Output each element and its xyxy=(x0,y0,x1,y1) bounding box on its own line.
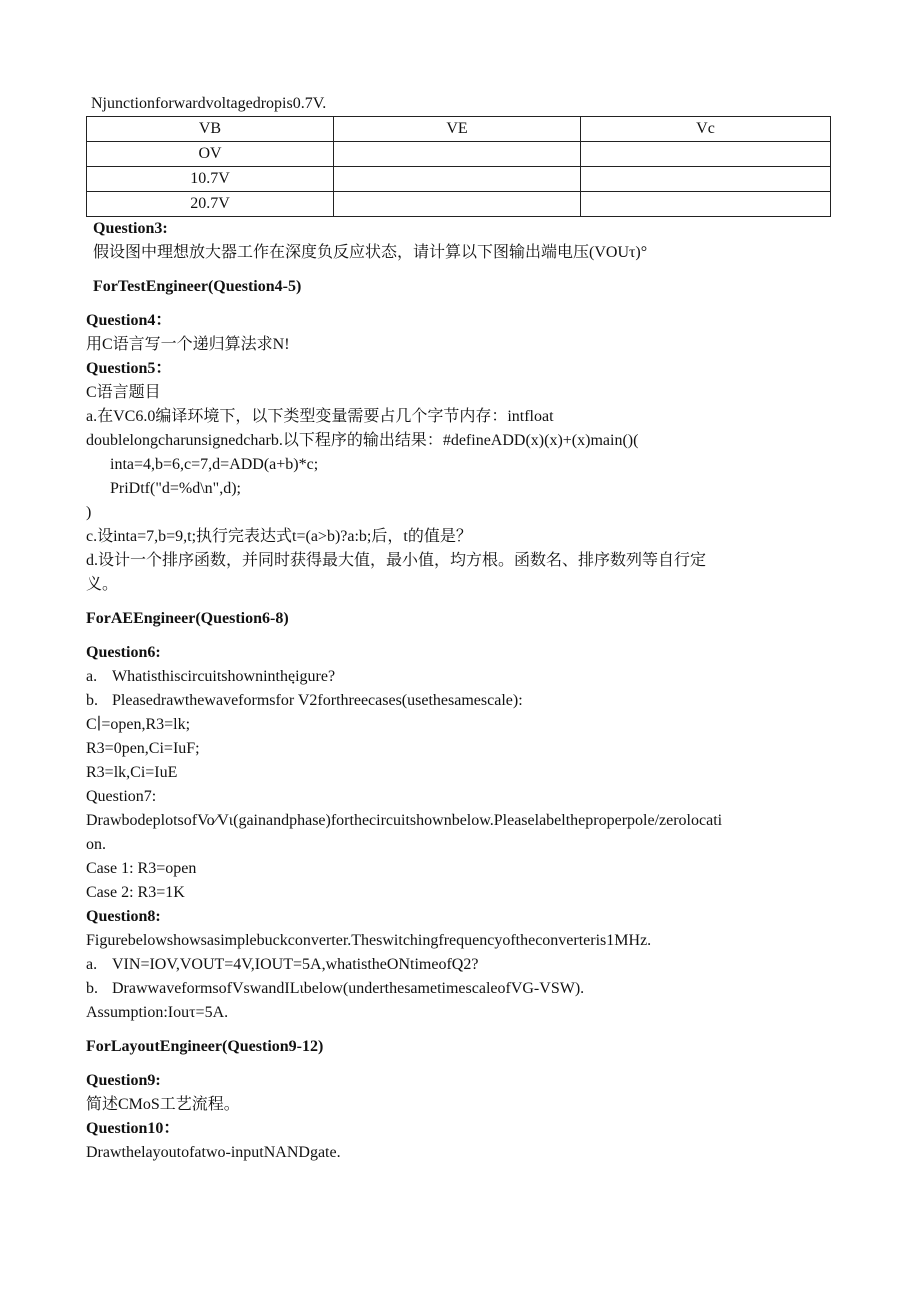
header-vb: VB xyxy=(87,117,334,142)
table-cell xyxy=(581,142,831,167)
q6-case3: R3=lk,Ci=IuE xyxy=(86,764,178,781)
q3-text: 假设图中理想放大器工作在深度负反应状态，请计算以下图输出端电压(VOUτ)° xyxy=(93,244,648,261)
table-cell xyxy=(334,142,581,167)
q6-title: Question6: xyxy=(86,644,161,661)
q8-assumption: Assumption:Iouτ=5A. xyxy=(86,1004,229,1021)
table-cell xyxy=(334,167,581,192)
q5-c-text: c.设inta=7,b=9,t;执行完表达式t=(a>b)?a:b;后，t的值是？ xyxy=(86,528,472,545)
q6-a xyxy=(86,665,846,689)
q5-code-line1: inta=4,b=6,c=7,d=ADD(a+b)*c; xyxy=(110,456,319,473)
q8-b-label: b. xyxy=(86,980,98,997)
q8-title: Question8: xyxy=(86,908,161,925)
q7-text-line2: on. xyxy=(86,836,106,853)
table-cell: 10.7V xyxy=(87,167,334,192)
q4-title: Question4： xyxy=(86,312,172,329)
q6-case1: C∣=open,R3=lk; xyxy=(86,716,191,733)
q5-code-line2: PriDtf("d=%d\n",d); xyxy=(110,480,241,497)
q6-a-text: Whatisthiscircuitshownintheฺigure? xyxy=(112,668,336,685)
voltage-table xyxy=(86,116,831,217)
q5-a-line1: a.在VC6.0编译环境下，以下类型变量需要占几个字节内存：intfloat xyxy=(86,408,554,425)
q7-text-line1: DrawbodeplotsofVo∕Vι(gainandphase)forthecircuitshownbelow.Pleaselabeltheproperpole/zerolocati xyxy=(86,812,723,829)
header-ve: VE xyxy=(334,117,581,142)
table-row xyxy=(87,192,831,217)
intro-text: Njunctionforwardvoltagedropis0.7V. xyxy=(91,95,327,112)
header-vc: Vc xyxy=(581,117,831,142)
q3-title: Question3: xyxy=(93,220,168,237)
q8-text: Figurebelowshowsasimplebuckconverter.Theswitchingfrequencyoftheconverteris1MHz. xyxy=(86,932,652,949)
q5-subtitle: C语言题目 xyxy=(86,384,161,401)
table-cell xyxy=(334,192,581,217)
q5-d-line1: d.设计一个排序函数，并同时获得最大值，最小值，均方根。函数名、排序数列等自行定 xyxy=(86,552,707,569)
q8-a-text: VIN=IOV,VOUT=4V,IOUT=5A,whatistheONtimeofQ2? xyxy=(112,956,479,973)
table-row xyxy=(87,167,831,192)
q5-title: Question5： xyxy=(86,360,172,377)
q9-title: Question9: xyxy=(86,1072,161,1089)
q9-text: 简述CMoS工艺流程。 xyxy=(86,1096,240,1113)
q6-a-label: a. xyxy=(86,668,98,685)
table-cell: 20.7V xyxy=(87,192,334,217)
q6-b xyxy=(86,689,846,713)
section-ae-engineer: ForAEEngineer(Question6-8) xyxy=(86,610,289,627)
q6-b-text: Pleasedrawthewaveformsfor V2forthreecases(usethesamescale): xyxy=(112,692,523,709)
q8-b-text: DrawwaveformsofVswandILιbelow(underthesametimescaleofVG-VSW). xyxy=(112,980,585,997)
q5-code-close: ) xyxy=(86,504,92,521)
section-test-engineer: ForTestEngineer(Question4-5) xyxy=(93,278,302,295)
q10-text: Drawthelayoutofatwo-inputNANDgate. xyxy=(86,1144,341,1161)
table-cell xyxy=(581,167,831,192)
q8-a xyxy=(86,953,846,977)
q7-case2: Case 2: R3=1K xyxy=(86,884,185,901)
section-layout-engineer: ForLayoutEngineer(Question9-12) xyxy=(86,1038,324,1055)
q5-d-line2: 义。 xyxy=(86,576,119,593)
q10-title: Question10： xyxy=(86,1120,180,1137)
q7-case1: Case 1: R3=open xyxy=(86,860,197,877)
table-row xyxy=(87,142,831,167)
table-cell xyxy=(581,192,831,217)
document-page xyxy=(86,92,846,1165)
q5-a-line2: doublelongcharunsignedcharb.以下程序的输出结果：#defineADD(x)(x)+(x)main()( xyxy=(86,432,639,449)
q6-b-label: b. xyxy=(86,692,98,709)
q6-case2: R3=0pen,Ci=IuF; xyxy=(86,740,200,757)
q8-a-label: a. xyxy=(86,956,98,973)
q8-b xyxy=(86,977,846,1001)
q7-title: Question7: xyxy=(86,788,157,805)
table-cell: OV xyxy=(87,142,334,167)
q4-text: 用C语言写一个递归算法求N! xyxy=(86,336,290,353)
table-header-row xyxy=(87,117,831,142)
